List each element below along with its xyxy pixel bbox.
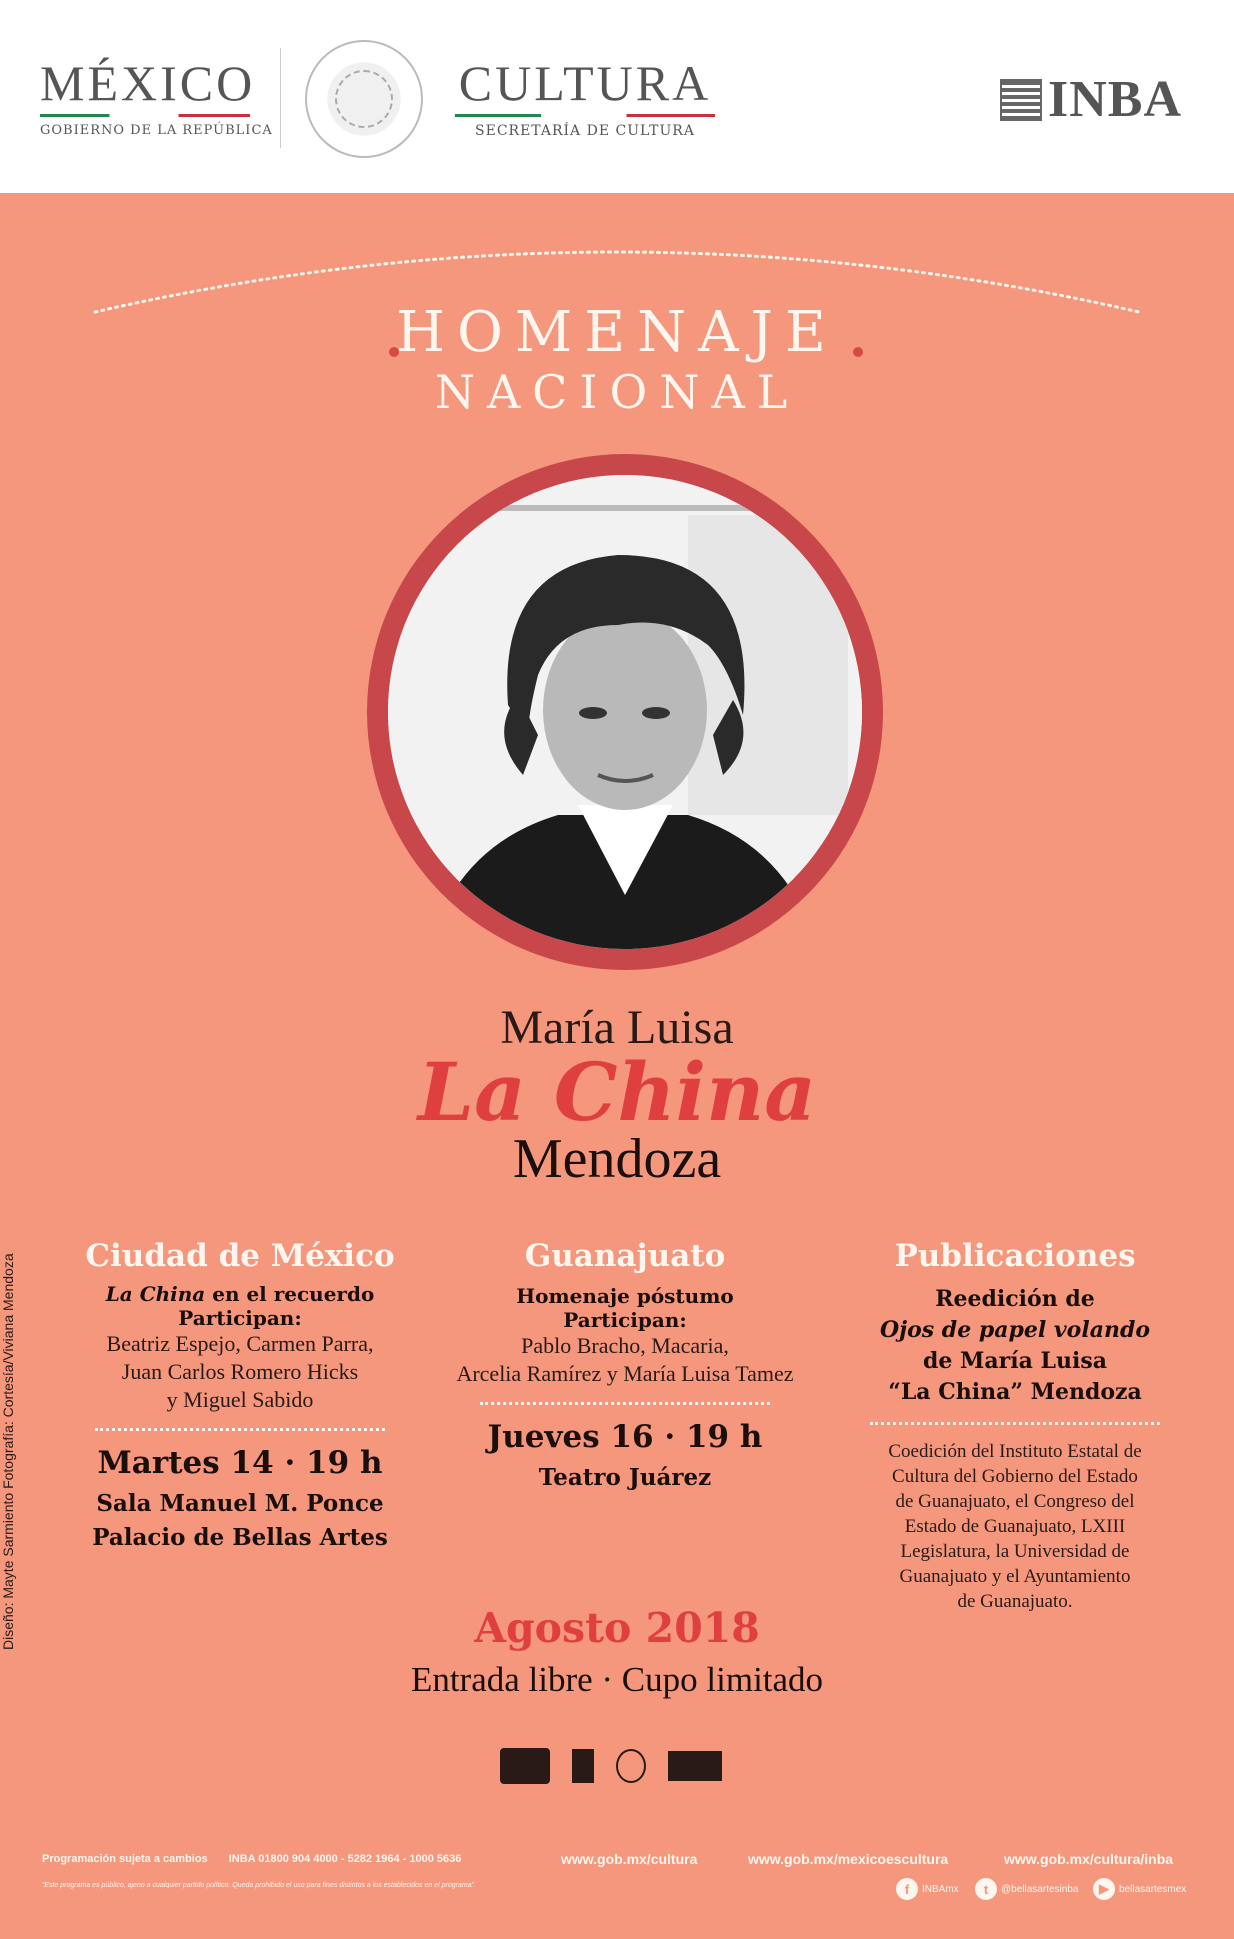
youtube-icon: ▶ [1093,1878,1115,1900]
facebook-icon: f [896,1878,918,1900]
youtube-link[interactable] [1093,1878,1186,1900]
honoree-last-name: Mendoza [512,1128,722,1190]
pub-note-1: Coedición del Instituto Estatal de [888,1441,1142,1462]
twitter-icon: t [975,1878,997,1900]
cultura-title: CULTURA [458,55,712,111]
flag-stripe [40,114,250,117]
cdmx-event-italic: La China [105,1282,206,1306]
facebook-link[interactable] [896,1878,959,1900]
pub-book-title: Ojos de papel volando [879,1317,1151,1343]
gto-participants-1: Pablo Bracho, Macaria, [521,1333,729,1358]
gobierno-mexico-logo [40,55,273,138]
cultura-subtitle: SECRETARÍA DE CULTURA [475,123,695,139]
cdmx-event-rest: en el recuerdo [205,1282,375,1306]
inba-text: INBA [1048,71,1183,128]
inba-logo [1000,70,1182,129]
gto-participants-2: Arcelia Ramírez y María Luisa Tamez [456,1361,794,1386]
gto-logo [572,1749,594,1783]
honoree-first-name: María Luisa [500,1001,734,1054]
mexico-subtitle: GOBIERNO DE LA REPÚBLICA [40,123,273,138]
twitter-handle: @bellasartesinba [1001,1883,1079,1895]
facebook-handle: INBAmx [922,1883,959,1895]
link-gob-inba[interactable]: www.gob.mx/cultura/inba [1004,1851,1174,1867]
publicaciones-column [855,1238,1175,1614]
cdmx-heading: Ciudad de México [85,1238,395,1274]
program-notice: Programación sujeta a cambios [42,1853,208,1865]
gto-venue: Teatro Juárez [538,1464,712,1491]
pub-note-6: Guanajuato y el Ayuntamiento [899,1566,1131,1587]
flag-stripe [455,114,715,117]
cdmx-date: Martes 14 · 19 h [97,1445,383,1481]
cdmx-venue-room: Sala Manuel M. Ponce [96,1490,384,1517]
cdmx-participants-3: y Miguel Sabido [166,1387,314,1412]
cdmx-participan-label: Participan: [178,1306,302,1330]
sponsor-logos [500,1748,722,1784]
pub-line-3: de María Luisa [923,1348,1107,1374]
cdmx-participants-2: Juan Carlos Romero Hicks [121,1359,359,1384]
honoree-nickname: La China [417,1045,817,1139]
pub-line-1: Reedición de [935,1286,1095,1312]
gto-event-title: Homenaje póstumo [516,1284,734,1308]
cdmx-column [70,1238,410,1555]
dotted-divider [480,1402,770,1405]
cdmx-participants-1: Beatriz Espejo, Carmen Parra, [106,1331,374,1356]
pub-note-5: Legislatura, la Universidad de [900,1541,1130,1562]
entry-info: Entrada libre · Cupo limitado [410,1660,824,1699]
legislatura-logo [668,1751,722,1781]
link-mexicoescultura[interactable]: www.gob.mx/mexicoescultura [748,1851,949,1867]
mexico-title: MÉXICO [40,55,256,111]
header [0,0,1234,193]
gto-participan-label: Participan: [563,1308,687,1332]
pub-note-3: de Guanajuato, el Congreso del [895,1491,1135,1512]
pub-line-4: “La China” Mendoza [888,1379,1142,1405]
guanajuato-es-mejor-logo [500,1748,550,1784]
inba-building-icon [1000,79,1042,121]
twitter-link[interactable] [975,1878,1078,1900]
national-seal-icon [305,40,423,158]
pub-note-4: Estado de Guanajuato, LXIII [904,1516,1126,1537]
link-gob-cultura[interactable]: www.gob.mx/cultura [561,1851,698,1867]
guanajuato-column [440,1238,810,1495]
secretaria-cultura-logo [455,55,715,139]
event-month: Agosto 2018 [474,1604,760,1652]
header-divider [280,48,281,148]
pub-heading: Publicaciones [894,1238,1136,1274]
portrait-photo [388,475,862,949]
nacional-title: NACIONAL [434,365,800,419]
footer-info [42,1853,479,1865]
dotted-divider [95,1428,385,1431]
dotted-divider [870,1422,1160,1425]
gto-heading: Guanajuato [524,1238,726,1274]
universidad-guanajuato-logo [616,1749,646,1783]
inba-phones: INBA 01800 904 4000 - 5282 1964 - 1000 5636 [228,1853,462,1865]
homenaje-title: HOMENAJE [396,300,838,365]
pub-note-7: de Guanajuato. [957,1591,1073,1612]
design-photo-credit: Diseño: Mayte Sarmiento Fotografía: Cortesía/Viviana Mendoza [0,1253,16,1650]
legal-disclaimer: “Este programa es público, ajeno a cualquier partido político. Queda prohibido el uso para fines distintos a los establecidos en el programa”. [42,1882,476,1889]
youtube-handle: bellasartesmex [1119,1883,1187,1895]
cdmx-event-title [70,1282,410,1306]
pub-note-2: Cultura del Gobierno del Estado [892,1466,1138,1487]
cdmx-venue-building: Palacio de Bellas Artes [92,1524,388,1551]
gto-date: Jueves 16 · 19 h [487,1419,763,1455]
